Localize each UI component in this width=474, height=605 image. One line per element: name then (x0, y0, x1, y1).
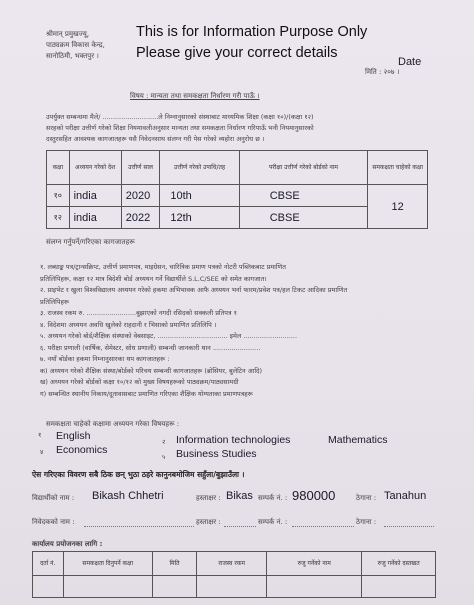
guardian-address-label: ठेगाना : (356, 518, 377, 526)
cell-country: india (69, 207, 121, 229)
cell-grade: १२ (47, 207, 70, 229)
addressee-line-2: पाठ्यक्रम विकास केन्द्र, (46, 41, 105, 49)
equivalence-table (46, 150, 428, 229)
guardian-address-blank (384, 526, 434, 527)
student-name-value: Bikash Chhetri (92, 490, 164, 502)
date-handwritten: Date (398, 56, 422, 68)
attachment-item: प्रतिलिपिहरू, कक्षा १२ मात्र बिदेशी बोर्ड अध्ययन गर्ने विद्यार्थीले S.L.C/SEE को समेत कागजात। (40, 274, 267, 283)
col-header-grade: कक्षा (47, 151, 70, 185)
subjects-heading: समकक्षता चाहेको कक्षामा अध्ययन गरेका विषयहरू : (46, 420, 180, 428)
guardian-contact-blank (292, 526, 354, 527)
col-header-country: अध्ययन गरेको देश (69, 151, 121, 185)
attachment-item: ख) अध्ययन गरेको बोर्डको कक्षा १०/१२ को मुख्य विषयहरूको पाठ्यक्रम/पाठ्यसामग्री (40, 378, 239, 386)
table-row (47, 185, 428, 207)
cell-year: 2020 (121, 185, 160, 207)
address-label: ठेगाना : (356, 494, 377, 502)
office-cell[interactable] (197, 576, 267, 598)
office-col-verifier-sign: रुजु गर्नेको दस्तखत (362, 552, 436, 576)
attachment-item: ५. अध्ययन गरेको बोर्ड/शैक्षिक संस्थाको वेबसाइट, .................................. इमेल .......................... (40, 332, 298, 340)
contact-value: 980000 (292, 488, 336, 503)
office-col-regno: दर्ता नं. (33, 552, 64, 576)
office-cell[interactable] (33, 576, 64, 598)
attachment-item: क) अध्ययन गरेको शैक्षिक संस्था/बोर्डको परिचय सम्बन्धी कागजातहरू (ब्रोसियर, बुलेटिन आदि) (40, 366, 263, 375)
office-cell[interactable] (63, 576, 152, 598)
bullet-5: ५ (162, 453, 166, 461)
bullet-4: ४ (40, 448, 44, 456)
attachment-item: ४. विदेशमा अध्ययन अवधि खुलेको राहदानी र भिसाको प्रमाणित प्रतिलिपि । (40, 320, 217, 329)
attachment-item: ६. परीक्षा प्रणाली (वार्षिक, सेमेस्टर, सोध प्रणाली) सम्बन्धी जानकारी थान ....................... (40, 343, 261, 352)
cell-board: CBSE (239, 207, 368, 229)
info-banner-line-2: Please give your correct details (136, 45, 338, 61)
office-col-verifier: रुजु गर्नेको नाम (267, 552, 362, 576)
subject-line: विषय : मान्यता तथा समकक्षता निर्धारण गरी पाऊँ । (130, 92, 260, 100)
guardian-name-blank (84, 526, 194, 527)
office-col-revenue: राजस्व रकम (197, 552, 267, 576)
col-header-degree: उत्तीर्ण गरेको उपाधि/तह (160, 151, 239, 185)
date-label: मिति : २०७ । (365, 68, 400, 76)
body-line-3: दस्तुरसहित आवश्यक कागजातहरू यसै निवेदनसाथ संलग्न गरी पेस गरेको व्यहोरा अनुरोध छ । (46, 135, 265, 143)
declaration-line: ऐस गरिएका विवरण सबै ठिक छन् भुठा ठहरे कानुनबमोजिम सहुँला/बुझाउँला । (32, 470, 245, 479)
cell-grade: १० (47, 185, 70, 207)
addressee-line-1: श्रीमान् प्रमुखज्यू, (46, 30, 90, 38)
attachment-item: ७. नयाँ बोर्डका हकमा निम्नानुसारका थप कागजातहरू : (40, 355, 170, 363)
guardian-signature-label: हस्ताक्षर : (196, 518, 221, 526)
guardian-signature-blank (224, 526, 256, 527)
cell-board: CBSE (239, 185, 368, 207)
guardian-name-label: निवेदकको नाम : (32, 518, 75, 526)
col-header-year: उत्तीर्ण साल (121, 151, 160, 185)
subject-it: Information technologies (176, 434, 291, 446)
signature-value: Bikas (226, 490, 253, 502)
office-use-table (32, 551, 436, 598)
subject-english: English (56, 430, 91, 442)
office-cell[interactable] (362, 576, 436, 598)
office-col-equiv: समकक्षता दिनुपर्ने कक्षा (63, 552, 152, 576)
col-header-equiv: समकक्षता चाहेको कक्षा (368, 151, 428, 185)
attachments-heading: संलग्न गर्नुपर्ने/गरिएका कागजातहरू (46, 238, 135, 246)
info-banner-line-1: This is for Information Purpose Only (136, 24, 368, 40)
bullet-2: २ (162, 438, 166, 446)
contact-label: सम्पर्क नं. : (258, 494, 288, 502)
office-col-date: मिति (152, 552, 196, 576)
attachment-item: २. प्राइभेट र खुला विश्वविद्यालय अध्ययन गरेको हकमा अभिभावक आफै अध्ययन भर्ना फारम/प्रवेश पत्र/हल टिकट आदिका प्रमाणित (40, 286, 348, 294)
office-cell[interactable] (152, 576, 196, 598)
cell-degree: 12th (160, 207, 239, 229)
cell-equiv-grade: 12 (368, 185, 428, 229)
office-heading: कार्यालय प्रयोजनका लागि : (32, 540, 103, 548)
body-line-2: सरहको परीक्षा उत्तीर्ण गरेको शिक्षा नियमावलीअनुसार मान्यता तथा समकक्षता निर्धारण गरिपाऊँ भनी नियमानुसारको (46, 124, 314, 132)
cell-year: 2022 (121, 207, 160, 229)
signature-label: हस्ताक्षर : (196, 494, 221, 502)
attachment-item: प्रतिलिपिहरू (40, 297, 70, 306)
cell-country: india (69, 185, 121, 207)
guardian-contact-label: सम्पर्क नं. : (258, 518, 288, 526)
attachment-item: ग) सम्बन्धित स्थानीय निकाय/दूतावासबाट प्रमाणित गरिएका शैक्षिक योग्यताका प्रमाणपत्रहरू (40, 389, 253, 398)
subject-math: Mathematics (328, 434, 388, 446)
col-header-board: परीक्षा उत्तीर्ण गरेको बोर्डको नाम (239, 151, 368, 185)
attachment-item: १. लब्धाङ्क पत्र/ट्रान्सक्रिप्ट, उत्तीर्ण प्रमाणपत्र, माइग्रेसन, चारित्रिक प्रमाण पत्रको नोटरी पब्लिकबाट प्रमाणित (40, 263, 286, 271)
student-name-label: विद्यार्थीको नाम : (32, 494, 75, 502)
cell-degree: 10th (160, 185, 239, 207)
office-cell[interactable] (267, 576, 362, 598)
bullet-1: १ (38, 431, 42, 439)
body-line-1: उपर्युक्त सम्बन्धमा मैले/ ...........................ले निम्नानुसारको संस्थाबाट माध्यमिक शिक्षा (कक्षा १०)/(कक्षा १२) (46, 113, 314, 121)
attachments-list (40, 262, 347, 400)
subject-economics: Economics (56, 444, 108, 456)
addressee-line-3: सानोठिमी, भक्तपुर । (46, 52, 99, 60)
subject-business: Business Studies (176, 448, 257, 460)
address-value: Tanahun (384, 490, 427, 502)
attachment-item: ३. राजस्व रकम रु. ........................बुझाएको नगदी रसिदको सक्कली प्रतिपत्र १ (40, 309, 238, 317)
table-row (33, 576, 436, 598)
